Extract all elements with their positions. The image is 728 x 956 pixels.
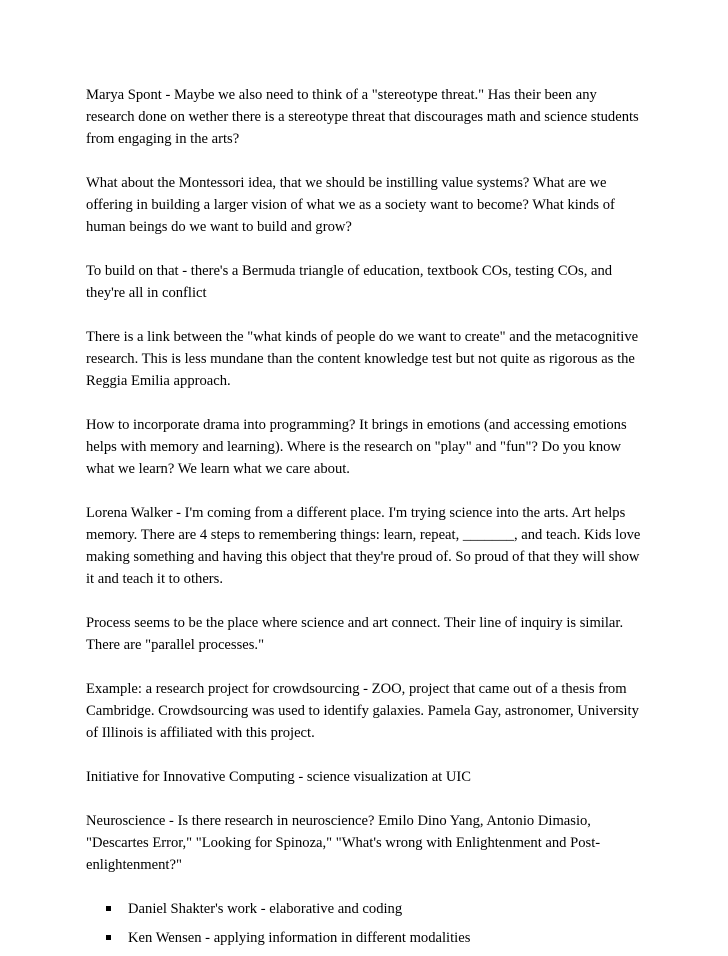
list-item — [86, 927, 646, 949]
bullet-text: Daniel Shakter's work - elaborative and coding — [128, 901, 403, 917]
paragraph-neuroscience: Neuroscience - Is there research in neuroscience? Emilo Dino Yang, Antonio Dimasio, "Descartes Error," "Looking for Spinoza," "What's wrong with Enlightenment and Post-enlightenment?" — [86, 813, 601, 873]
paragraph-marya-spont: Marya Spont - Maybe we also need to think of a "stereotype threat." Has their been any research done on wether there is a stereotype threat that discourages math and science students from engaging in the arts? — [86, 87, 639, 147]
paragraph-process: Process seems to be the place where science and art connect. Their line of inquiry is similar. There are "parallel processes." — [86, 615, 624, 653]
paragraph-montessori: What about the Montessori idea, that we should be instilling value systems? What are we offering in building a larger vision of what we as a society want to become? What kinds of human beings do we want to build and grow? — [86, 175, 615, 235]
paragraph-metacognitive: There is a link between the "what kinds of people do we want to create" and the metacognitive research. This is less mundane than the content knowledge test but not quite as rigorous as the Reggia Emilia approach. — [86, 329, 639, 389]
document-page — [86, 84, 646, 956]
square-bullet-icon — [106, 906, 111, 911]
paragraph-innovative-computing: Initiative for Innovative Computing - science visualization at UIC — [86, 769, 472, 785]
bullet-text: Ken Wensen - applying information in different modalities — [128, 930, 471, 946]
paragraph-bermuda-triangle: To build on that - there's a Bermuda triangle of education, textbook COs, testing COs, and they're all in conflict — [86, 263, 613, 301]
bullet-list — [86, 898, 646, 949]
square-bullet-icon — [106, 935, 111, 940]
paragraph-lorena-walker: Lorena Walker - I'm coming from a different place. I'm trying science into the arts. Art helps memory. There are 4 steps to remembering things: learn, repeat, _______, and teach. Kids love making something and having this object that they're proud of. So proud of that they will show it and teach it to others. — [86, 505, 641, 587]
paragraph-drama-programming: How to incorporate drama into programming? It brings in emotions (and accessing emotions helps with memory and learning). Where is the research on "play" and "fun"? Do you know what we learn? We learn what we care about. — [86, 417, 627, 477]
paragraph-crowdsourcing-example: Example: a research project for crowdsourcing - ZOO, project that came out of a thesis from Cambridge. Crowdsourcing was used to identify galaxies. Pamela Gay, astronomer, University of Illinois is affiliated with this project. — [86, 681, 639, 741]
list-item — [86, 898, 646, 920]
